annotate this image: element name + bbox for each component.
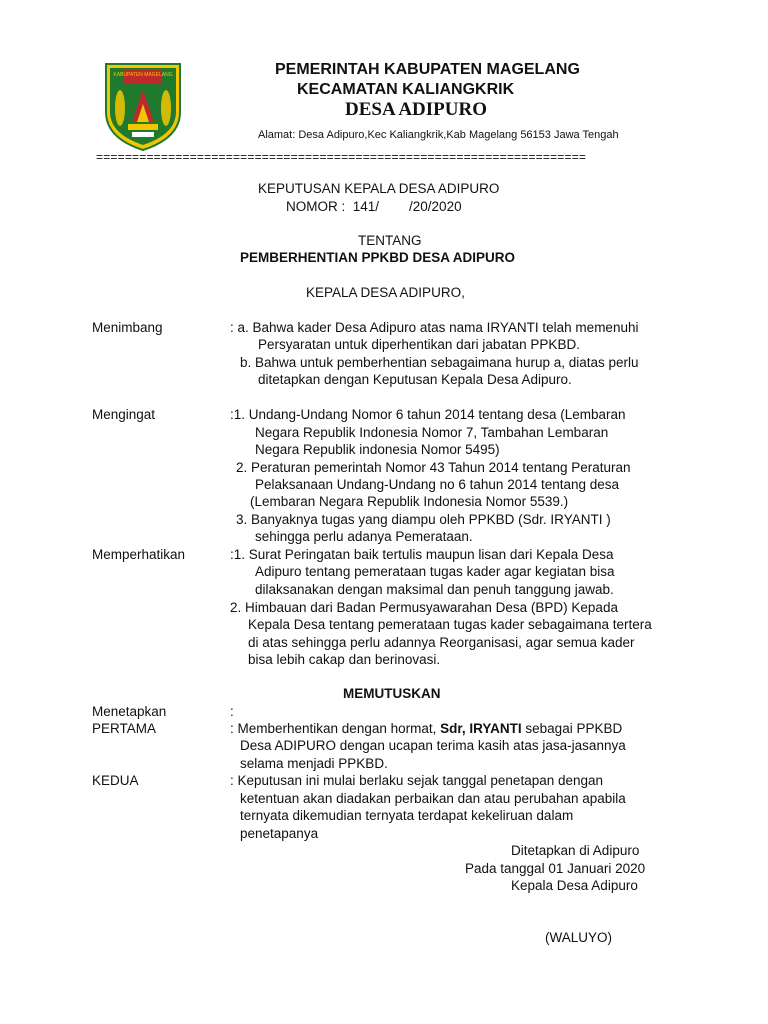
- header-district: KECAMATAN KALIANGKRIK: [297, 81, 515, 98]
- pertama-label: PERTAMA: [92, 721, 157, 736]
- menimbang-line: Persyaratan untuk diperhentikan dari jabatan PPKBD.: [258, 337, 580, 352]
- menimbang-label: Menimbang: [92, 320, 163, 335]
- pertama-name-bold: Sdr, IRYANTI: [440, 721, 522, 736]
- signature-role: Kepala Desa Adipuro: [511, 878, 638, 893]
- menetapkan-label: Menetapkan: [92, 704, 167, 719]
- header-separator: ====================================================================: [96, 150, 587, 164]
- mengingat-line: (Lembaran Negara Republik Indonesia Nomor 5539.): [250, 494, 569, 509]
- menimbang-line: ditetapkan dengan Keputusan Kepala Desa Adipuro.: [258, 372, 572, 387]
- mengingat-line: 2. Peraturan pemerintah Nomor 43 Tahun 2014 tentang Peraturan: [236, 460, 631, 475]
- menimbang-line: b. Bahwa untuk pemberhentian sebagaimana hurup a, diatas perlu: [240, 355, 639, 370]
- decree-about-label: TENTANG: [358, 233, 422, 248]
- pertama-line: selama menjadi PPKBD.: [240, 756, 388, 771]
- logo-text: KABUPATEN MAGELANG: [113, 72, 173, 78]
- decree-subject: PEMBERHENTIAN PPKBD DESA ADIPURO: [240, 250, 516, 265]
- mengingat-line: Pelaksanaan Undang-Undang no 6 tahun 2014 tentang desa: [255, 477, 620, 492]
- decision-heading: MEMUTUSKAN: [343, 686, 441, 701]
- mengingat-line: Negara Republik Indonesia Nomor 7, Tambahan Lembaran: [255, 425, 609, 440]
- pertama-line: [230, 721, 622, 736]
- signature-place: Ditetapkan di Adipuro: [511, 843, 640, 858]
- mengingat-line: sehingga perlu adanya Pemerataan.: [255, 529, 473, 544]
- mengingat-line: 3. Banyaknya tugas yang diampu oleh PPKBD (Sdr. IRYANTI ): [236, 512, 611, 527]
- kedua-label: KEDUA: [92, 773, 139, 788]
- decree-number: NOMOR : 141/ /20/2020: [286, 199, 462, 214]
- memperhatikan-line: 2. Himbauan dari Badan Permusyawarahan Desa (BPD) Kepada: [230, 600, 618, 615]
- kedua-line: penetapanya: [240, 826, 319, 841]
- pertama-text: sebagai PPKBD: [521, 721, 623, 736]
- regency-emblem-logo: [102, 60, 184, 152]
- pertama-text: : Memberhentikan dengan hormat,: [230, 721, 441, 736]
- memperhatikan-line: dilaksanakan dengan maksimal dan penuh tanggung jawab.: [255, 582, 614, 597]
- signature-name: (WALUYO): [545, 930, 612, 945]
- menimbang-line: : a. Bahwa kader Desa Adipuro atas nama IRYANTI telah memenuhi: [230, 320, 639, 335]
- decree-title: KEPUTUSAN KEPALA DESA ADIPURO: [258, 181, 500, 196]
- header-government: PEMERINTAH KABUPATEN MAGELANG: [275, 61, 580, 78]
- memperhatikan-line: Adipuro tentang pemerataan tugas kader agar kegiatan bisa: [255, 564, 615, 579]
- mengingat-label: Mengingat: [92, 407, 156, 422]
- kedua-line: ketentuan akan diadakan perbaikan dan atau perubahan apabila: [240, 791, 626, 806]
- memperhatikan-line: Kepala Desa tentang pemerataan tugas kader sebagaimana tertera: [248, 617, 652, 632]
- signature-date: Pada tanggal 01 Januari 2020: [465, 861, 646, 876]
- mengingat-line: Negara Republik indonesia Nomor 5495): [255, 442, 500, 457]
- decree-official: KEPALA DESA ADIPURO,: [306, 285, 465, 300]
- kedua-line: : Keputusan ini mulai berlaku sejak tanggal penetapan dengan: [230, 773, 604, 788]
- memperhatikan-line: di atas sehingga perlu adannya Reorganisasi, agar semua kader: [248, 635, 635, 650]
- memperhatikan-line: :1. Surat Peringatan baik tertulis maupun lisan dari Kepala Desa: [230, 547, 614, 562]
- menetapkan-colon: :: [230, 704, 234, 719]
- pertama-line: Desa ADIPURO dengan ucapan terima kasih atas jasa-jasannya: [240, 738, 626, 753]
- memperhatikan-label: Memperhatikan: [92, 547, 186, 562]
- header-village: DESA ADIPURO: [345, 99, 487, 120]
- memperhatikan-line: bisa lebih cakap dan berinovasi.: [248, 652, 441, 667]
- kedua-line: ternyata dikemudian ternyata terdapat kekeliruan dalam: [240, 808, 574, 823]
- mengingat-line: :1. Undang-Undang Nomor 6 tahun 2014 tentang desa (Lembaran: [230, 407, 626, 422]
- header-address: Alamat: Desa Adipuro,Kec Kaliangkrik,Kab Magelang 56153 Jawa Tengah: [258, 129, 619, 141]
